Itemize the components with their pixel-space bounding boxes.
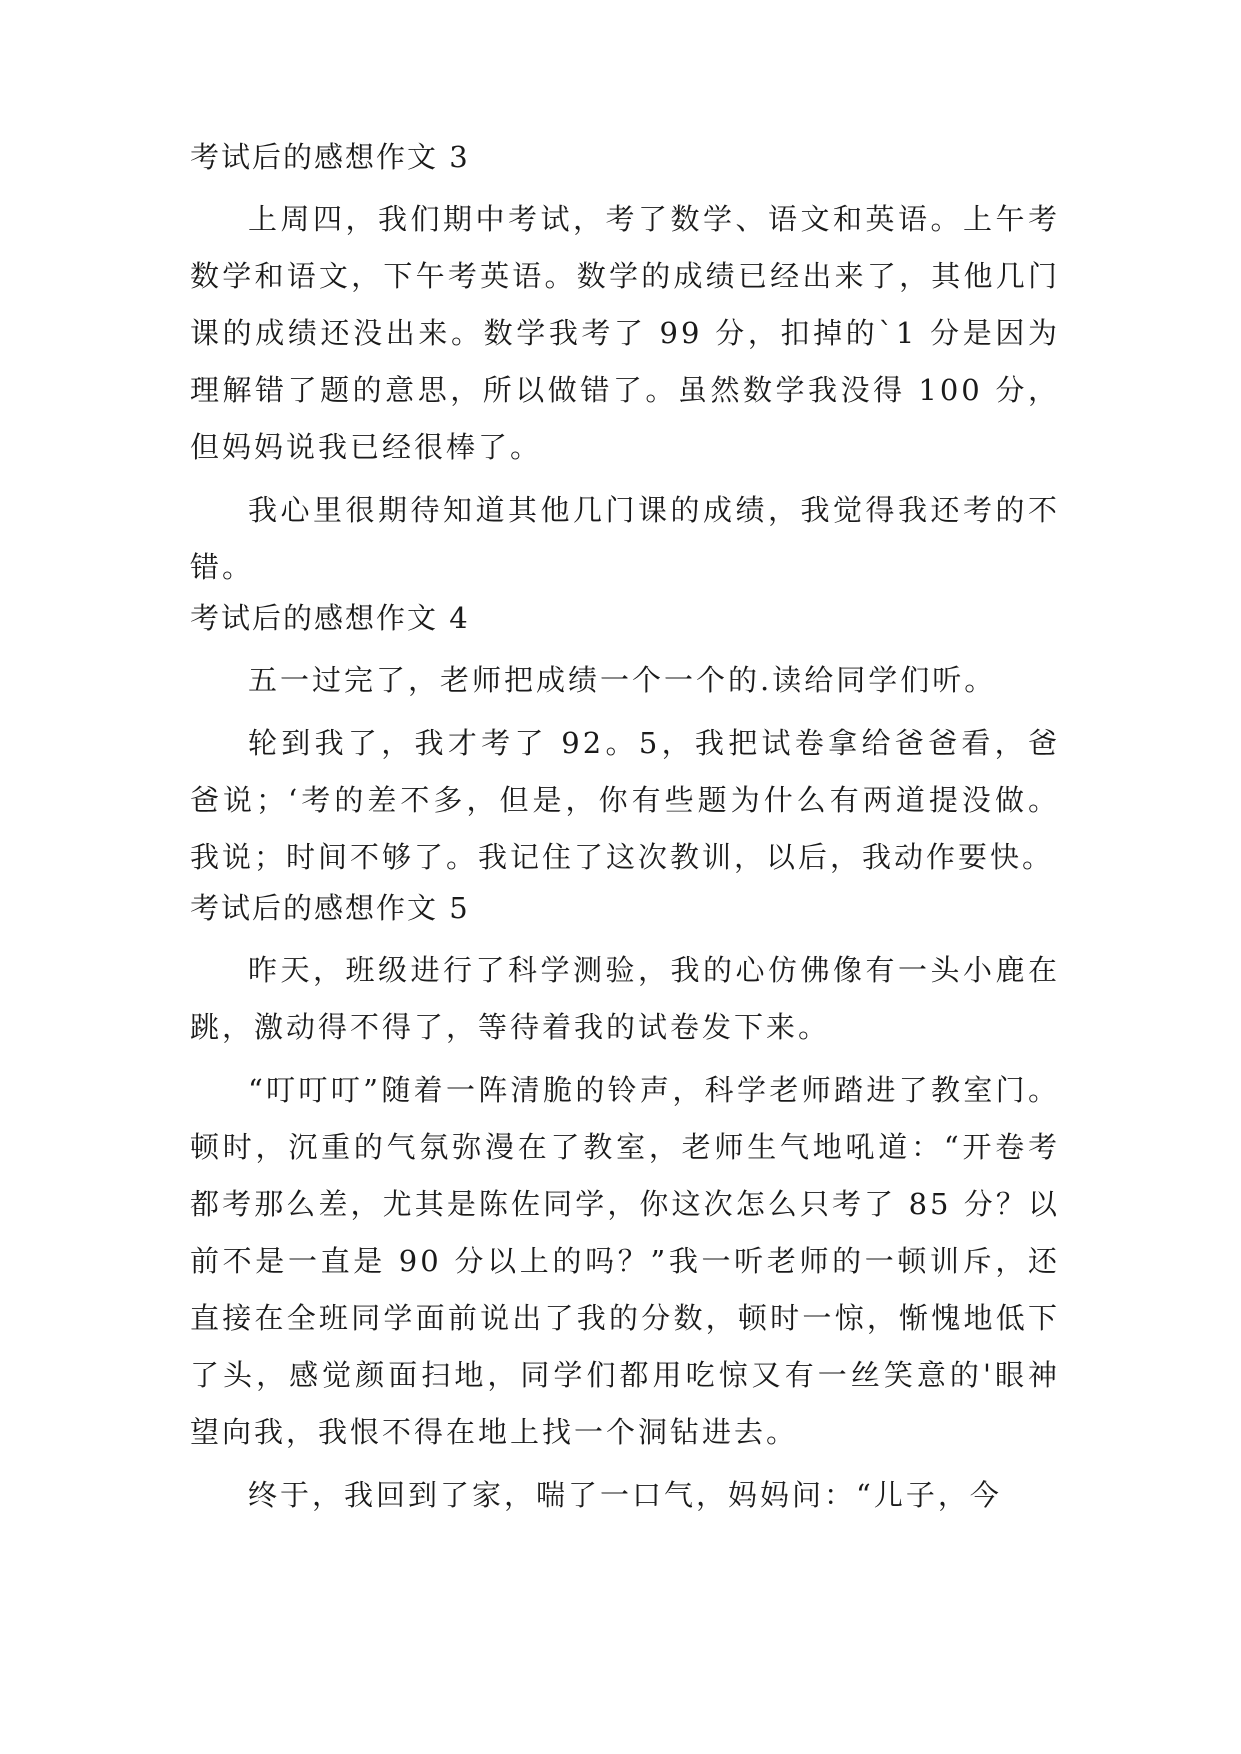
paragraph: 我心里很期待知道其他几门课的成绩，我觉得我还考的不错。 [190,493,1060,584]
paragraph: 终于，我回到了家，喘了一口气，妈妈问：“儿子，今 [248,1478,1002,1512]
paragraph: 上周四，我们期中考试，考了数学、语文和英语。上午考数学和语文，下午考英语。数学的成绩已经出来了，其他几门课的成绩还没出来。数学我考了 99 分，扣掉的`1 分是因为理解错了题的意思，所以做错了。虽然数学我没得 100 分，但妈妈说我已经很棒了。 [190,202,1060,464]
paragraph: “叮叮叮”随着一阵清脆的铃声，科学老师踏进了教室门。顿时，沉重的气氛弥漫在了教室，老师生气地吼道：“开卷考都考那么差，尤其是陈佐同学，你这次怎么只考了 85 分？以前不是一直是 90 分以上的吗？”我一听老师的一顿训斥，还直接在全班同学面前说出了我的分数，顿时一惊，惭愧地低下了头，感觉颜面扫地，同学们都用吃惊又有一丝笑意的'眼神望向我，我恨不得在地上找一个洞钻进去。 [190,1073,1060,1449]
section-title-5: 考试后的感想作文 5 [190,891,470,925]
section-title-4: 考试后的感想作文 4 [190,601,470,635]
paragraph: 五一过完了，老师把成绩一个一个的.读给同学们听。 [248,663,997,697]
section-title-3: 考试后的感想作文 3 [190,140,470,174]
paragraph: 昨天，班级进行了科学测验，我的心仿佛像有一头小鹿在跳，激动得不得了，等待着我的试卷发下来。 [190,953,1060,1044]
document-page [190,135,1060,1530]
paragraph: 轮到我了，我才考了 92。5，我把试卷拿给爸爸看，爸爸说；‘考的差不多，但是，你有些题为什么有两道提没做。我说；时间不够了。我记住了这次教训，以后，我动作要快。 [190,726,1060,874]
